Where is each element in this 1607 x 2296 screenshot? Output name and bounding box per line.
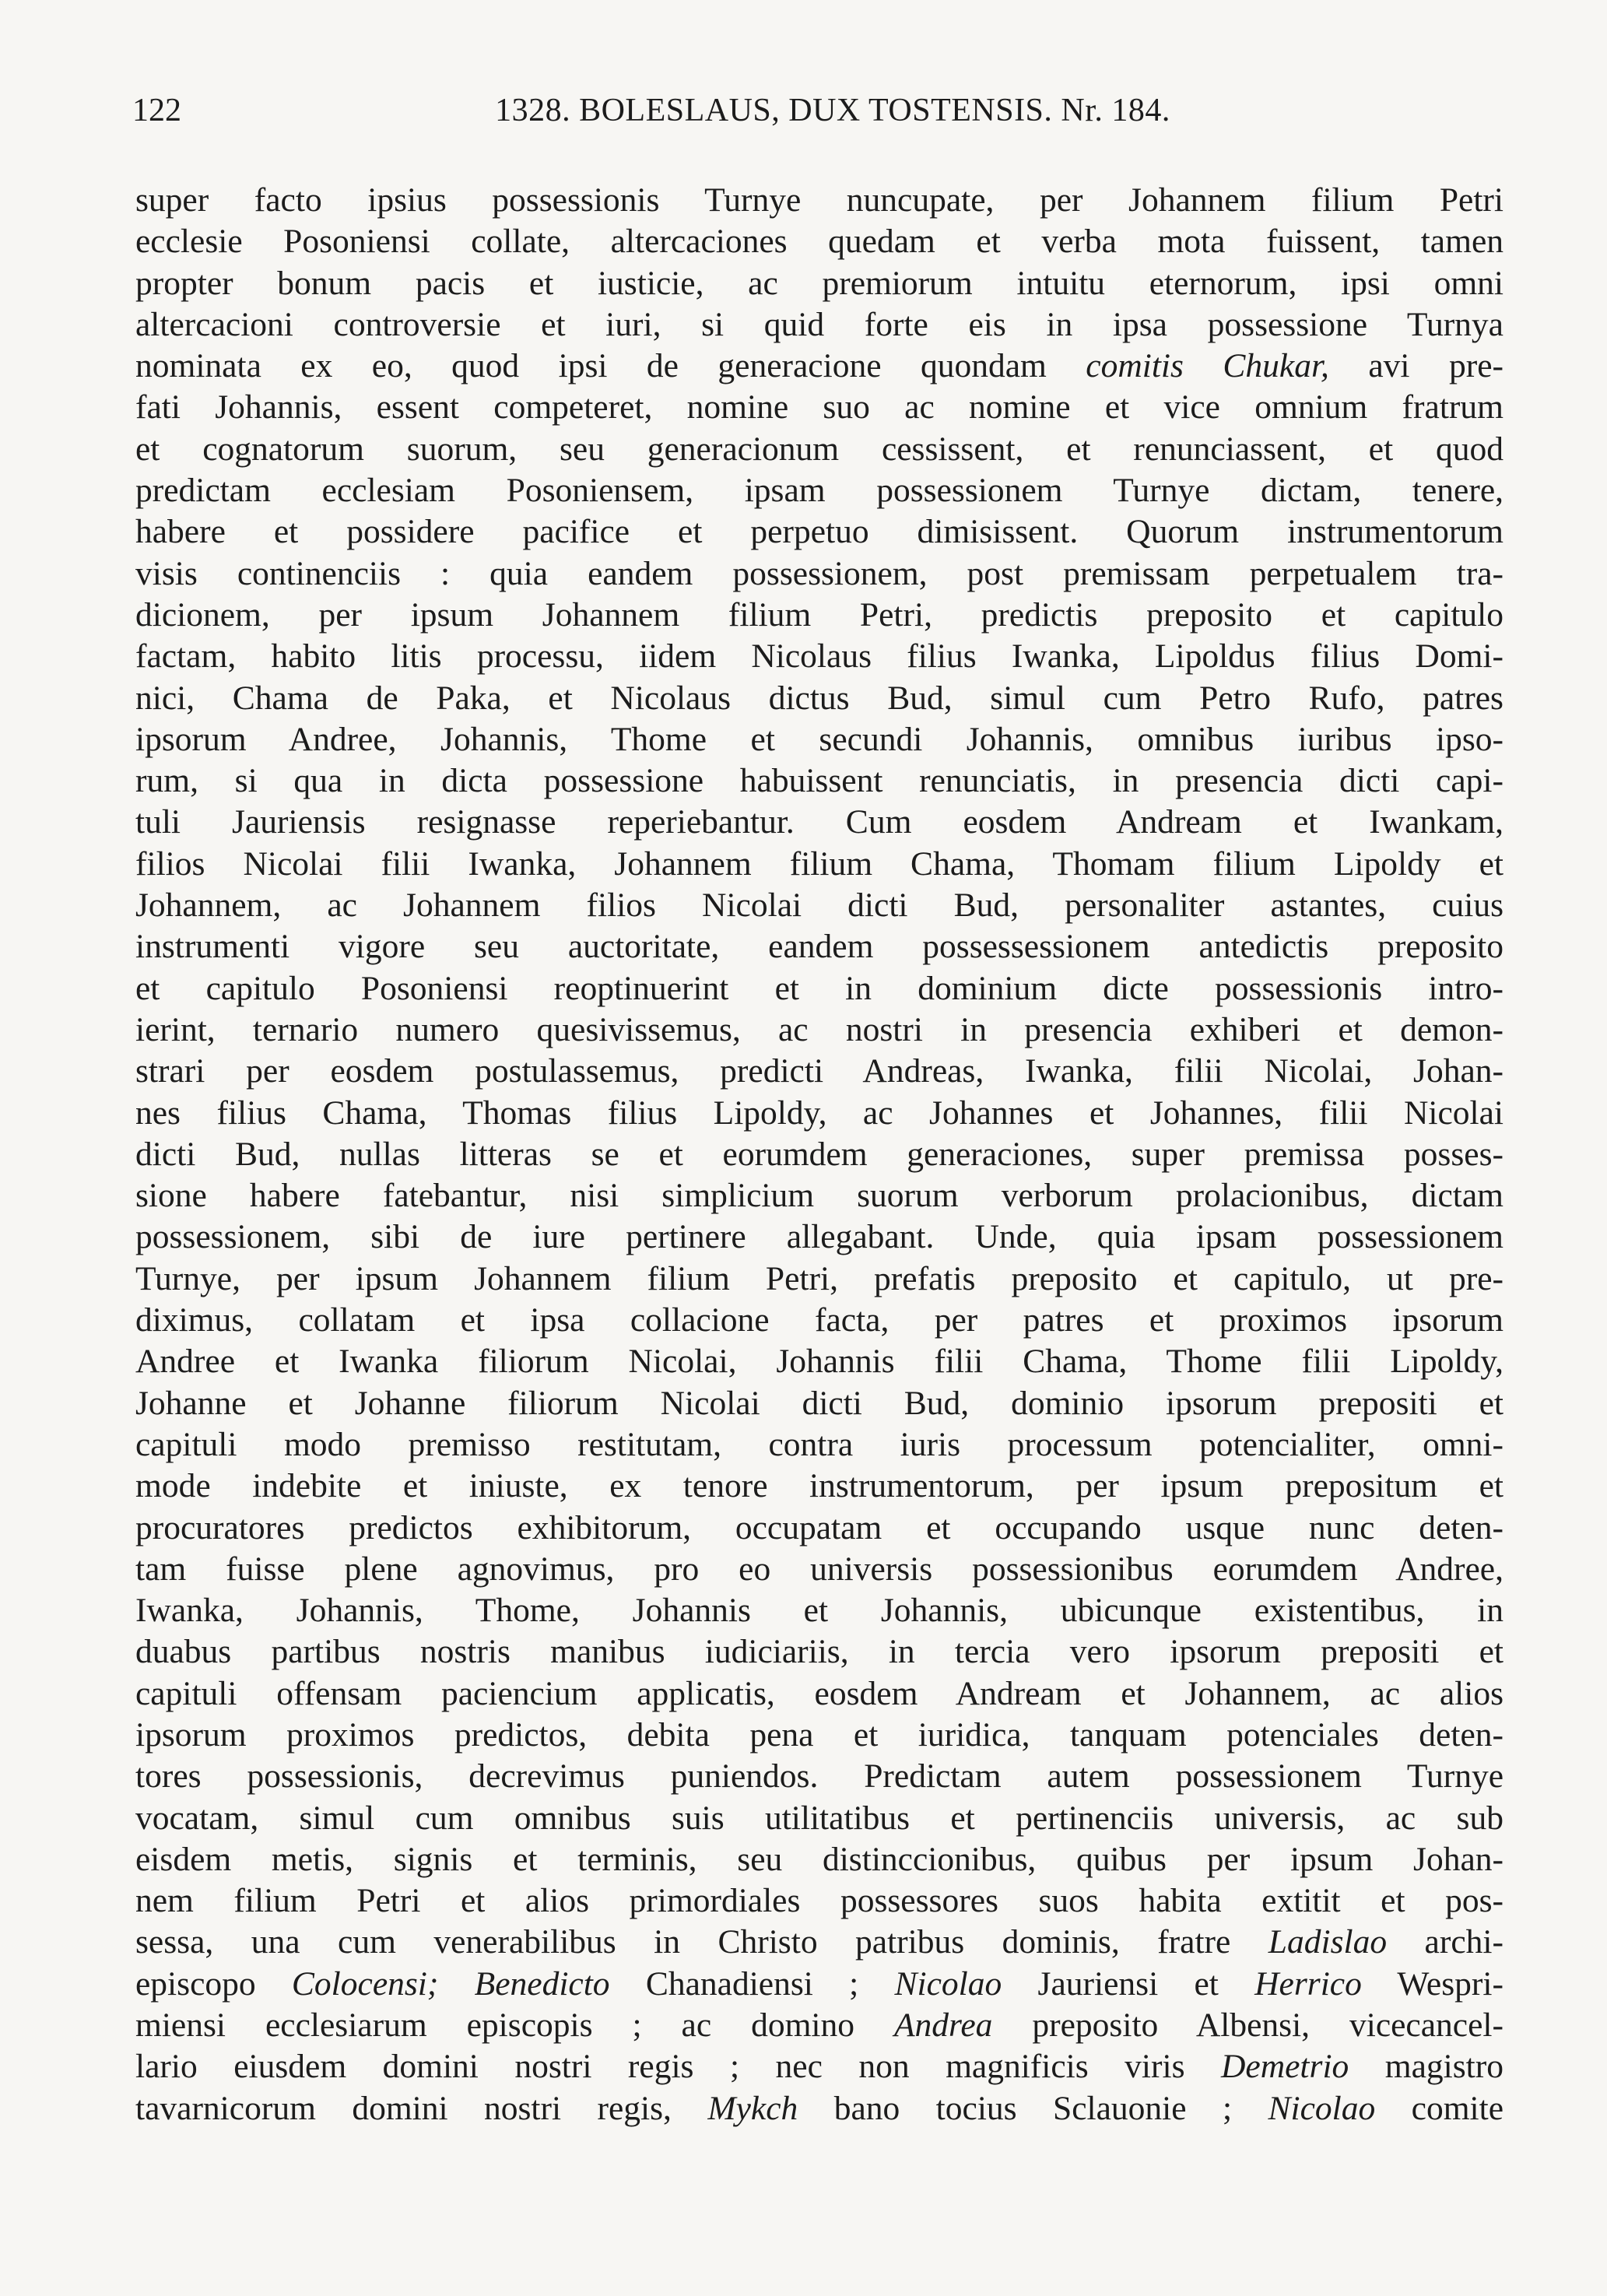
text-line [135,1549,1503,1590]
text-segment: sessa, una cum venerabilibus in Christo patribus dominis, fratre [135,1923,1268,1961]
text-line [135,221,1503,262]
text-line [135,1383,1503,1424]
text-segment: predictam ecclesiam Posoniensem, ipsam possessionem Turnye dictam, tenere, [135,472,1503,510]
text-segment: lario eiusdem domini nostri regis ; nec non magnificis viris [135,2048,1221,2086]
italic-name: Herrico [1254,1964,1362,2003]
text-line [135,1341,1503,1382]
text-segment: Turnye, per ipsum Johannem filium Petri, prefatis preposito et capitulo, ut pre- [135,1259,1503,1297]
text-segment: capituli offensam paciencium applicatis, eosdem Andream et Johannem, ac alios [135,1674,1503,1712]
text-line [135,1508,1503,1549]
text-line [135,1673,1503,1715]
text-segment: eisdem metis, signis et terminis, seu distinccionibus, quibus per ipsum Johan- [135,1840,1503,1878]
text-line [135,1922,1503,1963]
text-segment: Johannem, ac Johannem filios Nicolai dicti Bud, personaliter astantes, cuius [135,886,1503,925]
text-line [135,1134,1503,1175]
italic-name: Demetrio [1220,2048,1349,2086]
text-segment: factam, habito litis processu, iidem Nicolaus filius Iwanka, Lipoldus filius Domi- [135,637,1503,676]
text-line [135,1259,1503,1300]
text-line [135,1880,1503,1922]
text-line [135,1631,1503,1673]
text-segment: tuli Jauriensis resignasse reperiebantur. Cum eosdem Andream et Iwankam, [135,803,1503,841]
text-line [135,678,1503,719]
text-segment: episcopo [135,1964,292,2003]
text-segment: nominata ex eo, quod ipsi de generacione quondam [135,347,1086,385]
body-text [135,180,1503,2129]
text-segment: instrumenti vigore seu auctoritate, eandem possessessionem antedictis preposito [135,928,1503,966]
text-segment: comite [1375,2089,1503,2127]
text-line [135,1839,1503,1880]
text-segment: Johanne et Johanne filiorum Nicolai dicti Bud, dominio ipsorum prepositi et [135,1384,1503,1422]
text-line [135,1424,1503,1466]
text-line [135,2046,1503,2087]
text-segment: nes filius Chama, Thomas filius Lipoldy, ac Johannes et Johannes, filii Nicolai [135,1094,1503,1132]
text-line [135,719,1503,760]
text-segment: tam fuisse plene agnovimus, pro eo universis possessionibus eorumdem Andree, [135,1550,1503,1588]
text-segment: altercacioni controversie et iuri, si quid forte eis in ipsa possessione Turnya [135,305,1503,343]
text-line [135,2088,1503,2129]
text-line [135,1715,1503,1756]
text-segment: nem filium Petri et alios primordiales possessores suos habita extitit et pos- [135,1882,1503,1920]
text-segment: duabus partibus nostris manibus iudiciariis, in tercia vero ipsorum prepositi et [135,1633,1503,1671]
text-segment: procuratores predictos exhibitorum, occupatam et occupando usque nunc deten- [135,1508,1503,1546]
text-line [135,926,1503,967]
text-line [135,968,1503,1009]
text-line [135,429,1503,470]
text-segment: ierint, ternario numero quesivissemus, ac nostri in presencia exhiberi et demon- [135,1010,1503,1048]
text-segment: habere et possidere pacifice et perpetuo dimisissent. Quorum instrumentorum [135,513,1503,551]
text-line [135,304,1503,346]
italic-name: Colocensi; Benedicto [291,1964,610,2003]
text-line [135,1964,1503,2005]
text-segment: rum, si qua in dicta possessione habuissent renunciatis, in presencia dicti capi- [135,762,1503,800]
text-line [135,346,1503,387]
italic-name: comitis Chukar, [1086,347,1329,385]
text-segment: avi pre- [1328,347,1503,385]
italic-name: Nicolao [894,1964,1002,2003]
text-segment: strari per eosdem postulassemus, predicti Andreas, Iwanka, filii Nicolai, Johan- [135,1052,1503,1090]
text-line [135,180,1503,221]
text-line [135,1051,1503,1092]
text-segment: magistro [1349,2048,1503,2086]
text-line [135,2005,1503,2046]
text-segment: filios Nicolai filii Iwanka, Johannem filium Chama, Thomam filium Lipoldy et [135,844,1503,883]
text-line [135,1216,1503,1258]
text-segment: dicionem, per ipsum Johannem filium Petri, predictis preposito et capitulo [135,595,1503,634]
text-line [135,387,1503,428]
page-number: 122 [132,93,181,128]
italic-name: Mykch [707,2089,798,2127]
text-segment: et cognatorum suorum, seu generacionum cessissent, et renunciassent, et quod [135,430,1503,468]
text-segment: Iwanka, Johannis, Thome, Johannis et Johannis, ubicunque existentibus, in [135,1592,1503,1630]
text-line [135,595,1503,636]
text-segment: dicti Bud, nullas litteras se et eorumdem generaciones, super premissa posses- [135,1135,1503,1173]
text-line [135,470,1503,511]
text-segment: ipsorum proximos predictos, debita pena et iuridica, tanquam potenciales deten- [135,1715,1503,1754]
text-line [135,802,1503,843]
text-segment: super facto ipsius possessionis Turnye nuncupate, per Johannem filium Petri [135,181,1503,219]
text-segment: bano tocius Sclauonie ; [798,2089,1268,2127]
text-segment: nici, Chama de Paka, et Nicolaus dictus Bud, simul cum Petro Rufo, patres [135,679,1503,717]
italic-name: Andrea [893,2006,993,2045]
running-header [132,87,1533,134]
text-segment: Andree et Iwanka filiorum Nicolai, Johannis filii Chama, Thome filii Lipoldy, [135,1343,1503,1381]
text-segment: mode indebite et iniuste, ex tenore instrumentorum, per ipsum prepositum et [135,1467,1503,1505]
text-segment: Wespri- [1361,1964,1503,2003]
text-line [135,1756,1503,1797]
text-line [135,1590,1503,1631]
italic-name: Ladislao [1268,1923,1388,1961]
text-segment: preposito Albensi, vicecancel- [992,2006,1503,2045]
text-line [135,1300,1503,1341]
header-title: 1328. BOLESLAUS, DUX TOSTENSIS. Nr. 184. [495,93,1170,128]
text-segment: archi- [1387,1923,1503,1961]
text-line [135,1466,1503,1507]
text-line [135,1798,1503,1839]
text-segment: diximus, collatam et ipsa collacione facta, per patres et proximos ipsorum [135,1301,1503,1339]
italic-name: Nicolao [1268,2089,1376,2127]
text-segment: Chanadiensi ; [609,1964,895,2003]
text-segment: miensi ecclesiarum episcopis ; ac domino [135,2006,894,2045]
text-line [135,885,1503,926]
text-line [135,553,1503,595]
text-line [135,636,1503,677]
text-segment: propter bonum pacis et iusticie, ac premiorum intuitu eternorum, ipsi omni [135,264,1503,302]
text-segment: vocatam, simul cum omnibus suis utilitatibus et pertinenciis universis, ac sub [135,1799,1503,1837]
text-line [135,1093,1503,1134]
text-line [135,511,1503,553]
text-segment: fati Johannis, essent competeret, nomine suo ac nomine et vice omnium fratrum [135,388,1503,427]
text-segment: capituli modo premisso restitutam, contra iuris processum potencialiter, omni- [135,1425,1503,1463]
text-segment: sione habere fatebantur, nisi simplicium suorum verborum prolacionibus, dictam [135,1177,1503,1215]
text-segment: possessionem, sibi de iure pertinere allegabant. Unde, quia ipsam possessionem [135,1218,1503,1256]
text-segment: tores possessionis, decrevimus puniendos. Predictam autem possessionem Turnye [135,1757,1503,1796]
text-line [135,760,1503,802]
text-segment: visis continenciis : quia eandem possessionem, post premissam perpetualem tra- [135,554,1503,592]
text-line [135,844,1503,885]
text-segment: Jauriensi et [1002,1964,1255,2003]
text-line [135,1009,1503,1051]
text-line [135,263,1503,304]
text-segment: ecclesie Posoniensi collate, altercaciones quedam et verba mota fuissent, tamen [135,223,1503,261]
text-segment: tavarnicorum domini nostri regis, [135,2089,708,2127]
text-line [135,1175,1503,1216]
text-segment: et capitulo Posoniensi reoptinuerint et in dominium dicte possessionis intro- [135,969,1503,1007]
text-segment: ipsorum Andree, Johannis, Thome et secundi Johannis, omnibus iuribus ipso- [135,720,1503,758]
